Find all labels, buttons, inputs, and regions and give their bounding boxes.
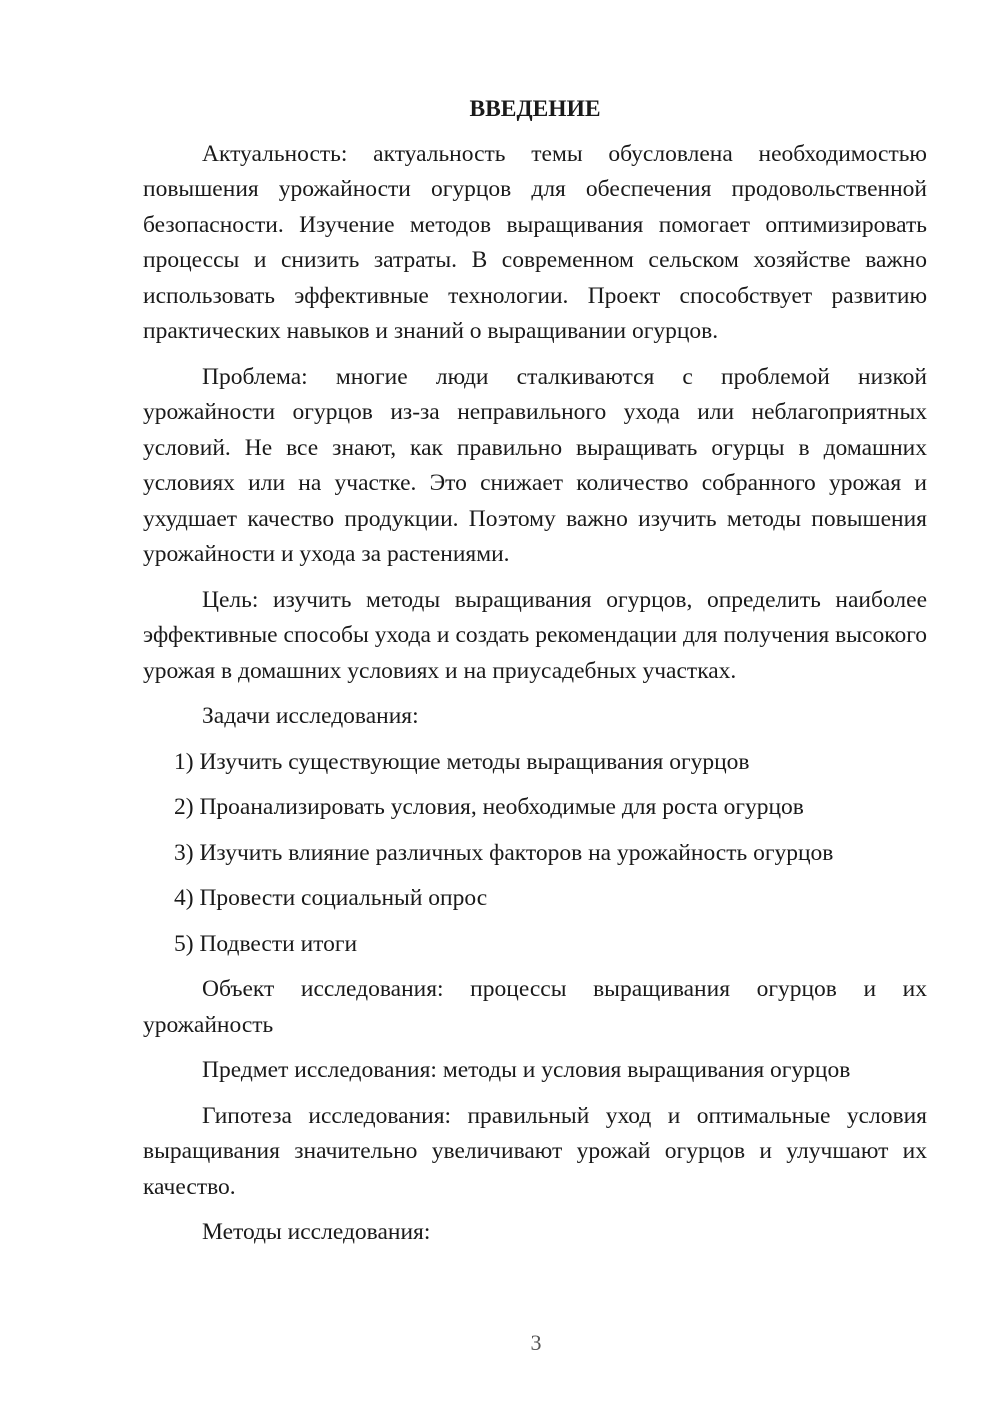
subject-paragraph: Предмет исследования: методы и условия выращивания огурцов bbox=[202, 1057, 851, 1083]
task-item: 4) Провести социальный опрос bbox=[174, 885, 488, 911]
problem-paragraph: Проблема: многие люди сталкиваются с проблемой низкой урожайности огурцов из-за неправильного ухода или неблагоприятных условий. Не все знают, как правильно выращивать огурцы в домашних условиях или на участке. Это снижает количество собранного урожая и ухудшает качество продукции. Поэтому важно изучить методы повышения урожайности и ухода за растениями. bbox=[143, 363, 927, 567]
relevance-paragraph: Актуальность: актуальность темы обусловлена необходимостью повышения урожайности огурцов для обеспечения продовольственной безопасности. Изучение методов выращивания помогает оптимизировать процессы и снизить затраты. В современном сельском хозяйстве важно использовать эффективные технологии. Проект способствует развитию практических навыков и знаний о выращивании огурцов. bbox=[143, 140, 927, 344]
hypothesis-paragraph: Гипотеза исследования: правильный уход и оптимальные условия выращивания значительно увеличивают урожай огурцов и улучшают их качество. bbox=[143, 1102, 927, 1200]
tasks-heading: Задачи исследования: bbox=[202, 703, 419, 729]
page-number: 3 bbox=[530, 1330, 542, 1355]
page-title: ВВЕДЕНИЕ bbox=[469, 96, 601, 122]
goal-paragraph: Цель: изучить методы выращивания огурцов, определить наиболее эффективные способы ухода и создать рекомендации для получения высокого урожая в домашних условиях и на приусадебных участках. bbox=[143, 586, 927, 684]
page-body bbox=[143, 92, 927, 1261]
object-paragraph: Объект исследования: процессы выращивания огурцов и их урожайность bbox=[143, 976, 927, 1038]
methods-heading: Методы исследования: bbox=[202, 1219, 431, 1245]
task-item: 5) Подвести итоги bbox=[174, 930, 358, 957]
task-item: 1) Изучить существующие методы выращивания огурцов bbox=[174, 748, 750, 775]
task-item: 2) Проанализировать условия, необходимые для роста огурцов bbox=[174, 794, 804, 820]
tasks-list bbox=[143, 745, 927, 963]
task-item: 3) Изучить влияние различных факторов на урожайность огурцов bbox=[174, 839, 834, 866]
